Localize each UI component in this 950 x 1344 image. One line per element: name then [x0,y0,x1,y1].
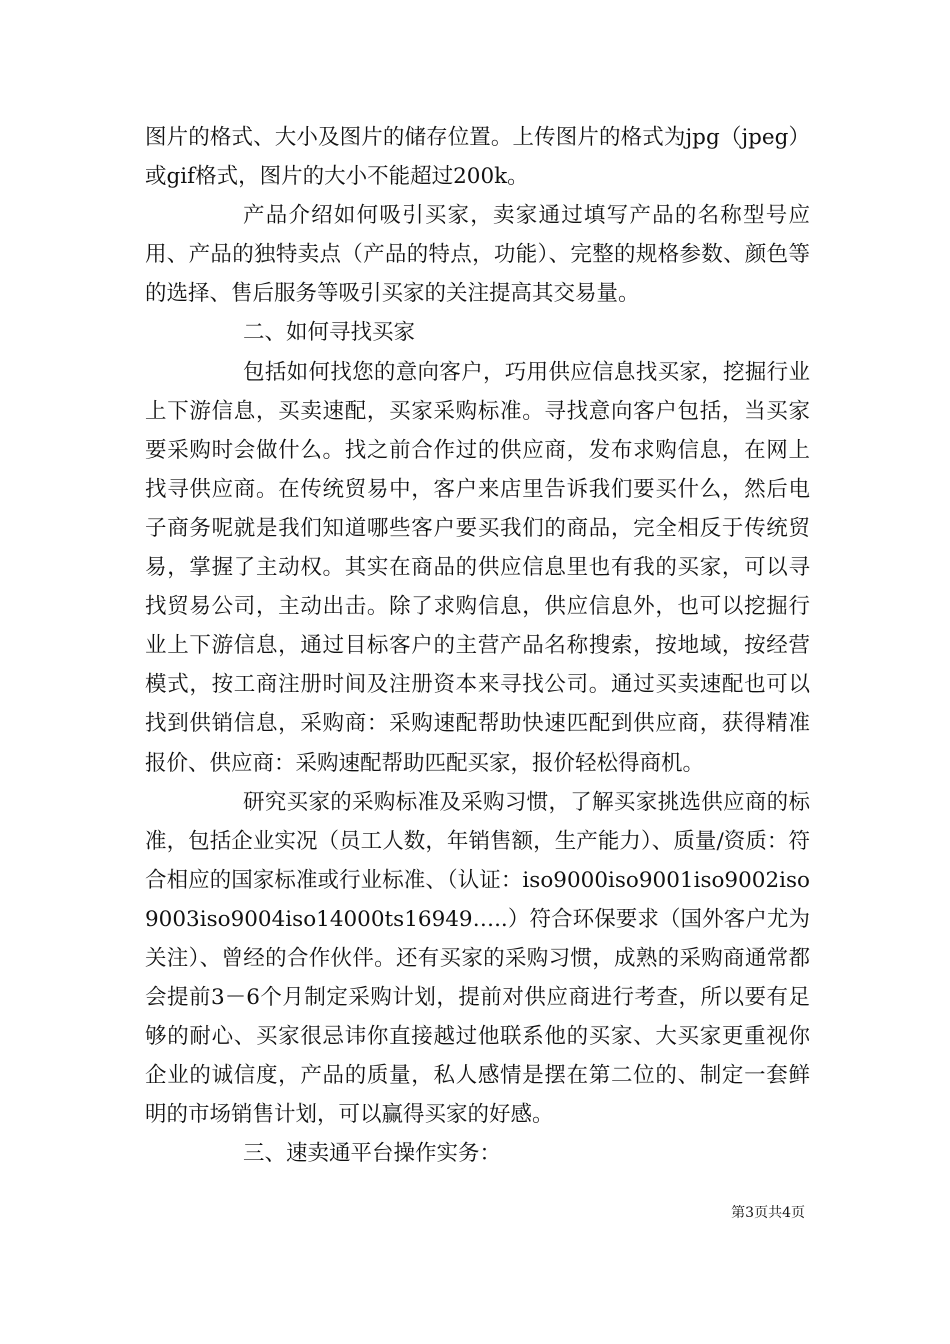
section-heading-platform-operations: 三、速卖通平台操作实务： [243,1141,502,1167]
page-number-footer: 第3页共4页 [731,1205,805,1221]
section-heading-find-buyers: 二、如何寻找买家 [243,320,416,346]
paragraph-find-buyers: 包括如何找您的意向客户，巧用供应信息找买家，挖掘行业上下游信息，买卖速配，买家采购标准。寻找意向客户包括，当买家要采购时会做什么。找之前合作过的供应商，发布求购信息，在网上找寻供应商。在传统贸易中，客户来店里告诉我们要买什么，然后电子商务呢就是我们知道哪些客户要买我们的商品，完全相反于传统贸易，掌握了主动权。其实在商品的供应信息里也有我的买家，可以寻找贸易公司，主动出击。除了求购信息，供应信息外，也可以挖掘行业上下游信息，通过目标客户的主营产品名称搜索，按地域，按经营模式，按工商注册时间及注册资本来寻找公司。通过买卖速配也可以找到供销信息，采购商：采购速配帮助快速匹配到供应商，获得精准报价、供应商：采购速配帮助匹配买家，报价轻松得商机。 [145,359,810,776]
paragraph-product-intro: 产品介绍如何吸引买家，卖家通过填写产品的名称型号应用、产品的独特卖点（产品的特点，功能）、完整的规格参数、颜色等的选择、售后服务等吸引买家的关注提高其交易量。 [145,203,810,307]
paragraph-image-format: 图片的格式、大小及图片的储存位置。上传图片的格式为jpg（jpeg）或gif格式，图片的大小不能超过200k。 [145,125,810,190]
paragraph-buyer-standards: 研究买家的采购标准及采购习惯，了解买家挑选供应商的标准，包括企业实况（员工人数，年销售额，生产能力）、质量/资质：符合相应的国家标准或行业标准、（认证：iso9000iso9001iso9002iso9003iso9004iso14000ts16949…..）符合环保要求（国外客户尤为关注）、曾经的合作伙伴。还有买家的采购习惯，成熟的采购商通常都会提前3－6个月制定采购计划，提前对供应商进行考查，所以要有足够的耐心、买家很忌讳你直接越过他联系他的买家、大买家更重视你企业的诚信度，产品的质量，私人感情是摆在第二位的、制定一套鲜明的市场销售计划，可以赢得买家的好感。 [145,789,810,1128]
document-body [145,118,810,1174]
